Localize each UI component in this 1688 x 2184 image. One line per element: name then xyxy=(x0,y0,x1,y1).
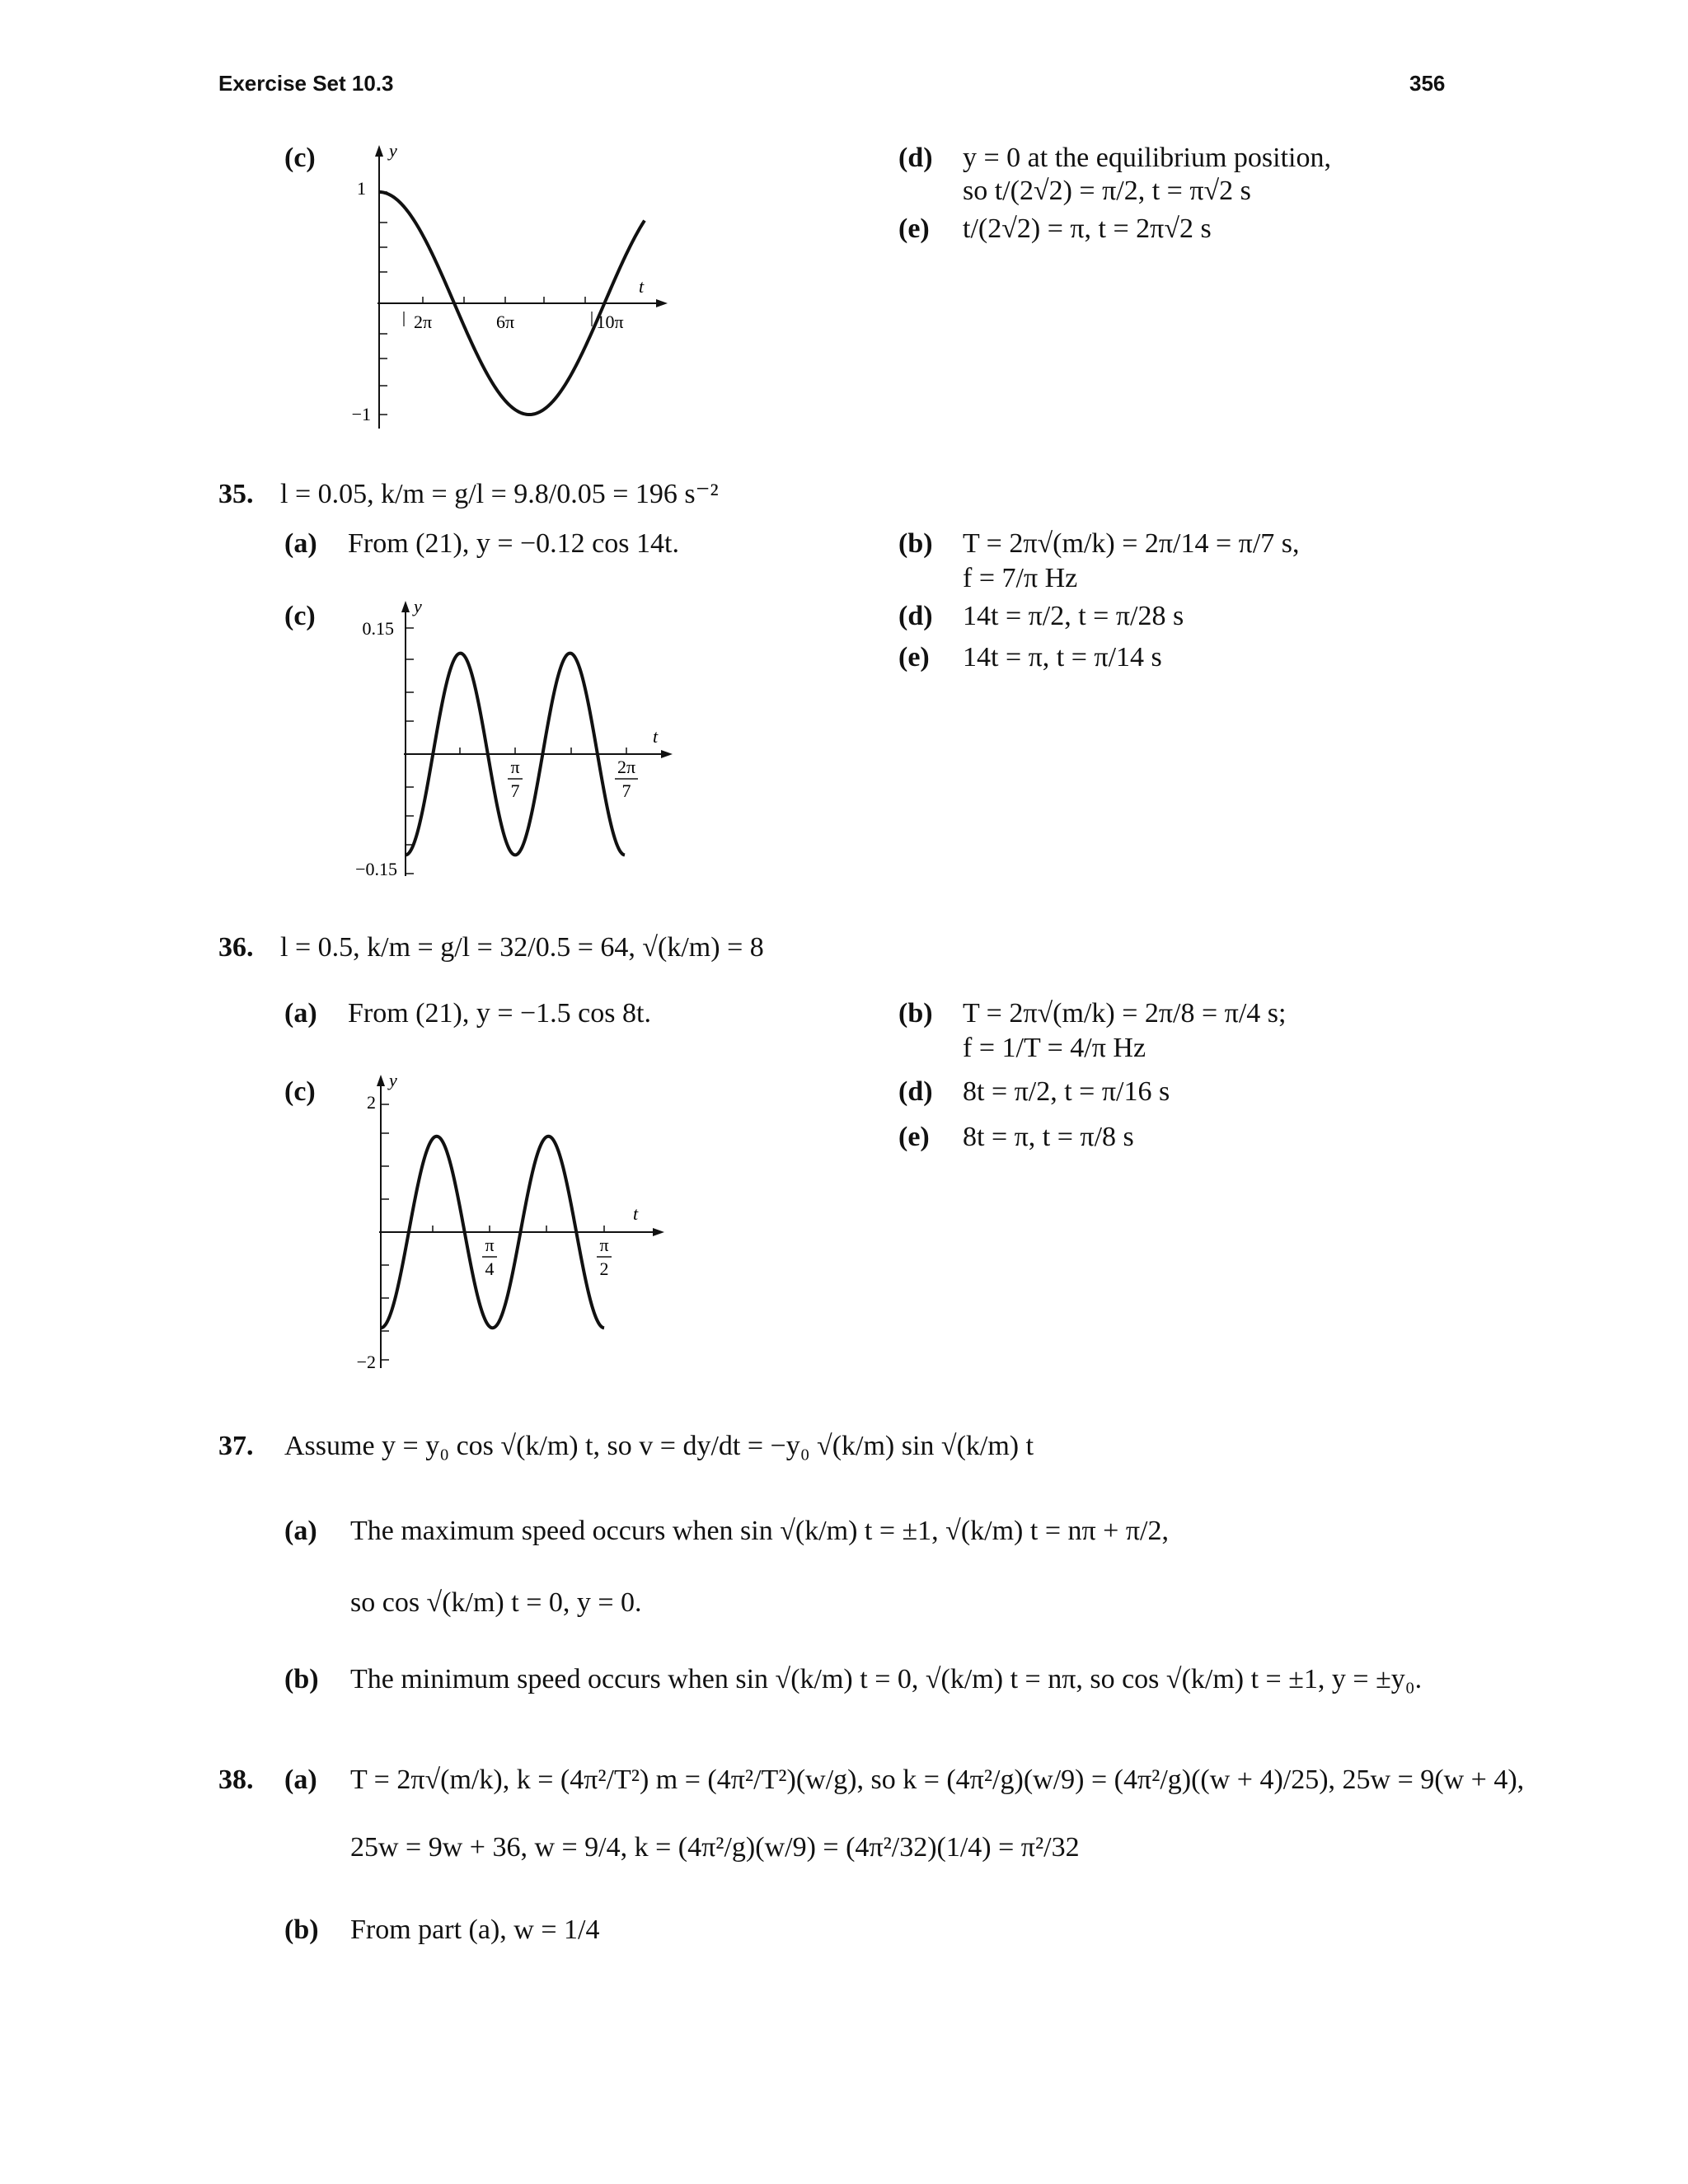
section-title: Exercise Set 10.3 xyxy=(218,71,394,96)
x-axis-label: t xyxy=(639,276,645,297)
y-tick-label-bottom: −2 xyxy=(356,1352,376,1372)
p34-e-text: t/(2√2) = π, t = 2π√2 s xyxy=(963,213,1212,244)
x-tick-label-3: 10π xyxy=(596,312,624,332)
svg-text:π: π xyxy=(599,1235,609,1255)
p36-a-label: (a) xyxy=(284,998,317,1029)
p36-intro: l = 0.5, k/m = g/l = 32/0.5 = 64, √(k/m) = 8 xyxy=(280,932,764,963)
p37-intro: Assume y = y₀ cos √(k/m) t, so v = dy/dt = −y₀ √(k/m) sin √(k/m) t xyxy=(284,1431,1034,1461)
p34-d-label: (d) xyxy=(898,143,933,173)
y-arrow-icon xyxy=(401,601,410,612)
p38-b-label: (b) xyxy=(284,1915,319,1945)
p35-c-label: (c) xyxy=(284,601,316,631)
p34-e-label: (e) xyxy=(898,213,930,244)
p36-d-text: 8t = π/2, t = π/16 s xyxy=(963,1076,1170,1107)
p35-e-text: 14t = π, t = π/14 s xyxy=(963,642,1162,673)
y-arrow-icon xyxy=(375,145,383,157)
p37-a-label: (a) xyxy=(284,1516,317,1546)
p35-a-label: (a) xyxy=(284,528,317,559)
p35-number: 35. xyxy=(218,479,254,509)
x-arrow-icon xyxy=(656,299,668,307)
y-axis-label: y xyxy=(389,1071,397,1090)
p35-d-label: (d) xyxy=(898,601,933,631)
y-arrow-icon xyxy=(377,1075,385,1086)
y-axis-label: y xyxy=(414,598,422,616)
p35-b-label: (b) xyxy=(898,528,933,559)
svg-text:7: 7 xyxy=(621,780,631,801)
p38-number: 38. xyxy=(218,1765,254,1795)
p34-d-line2: so t/(2√2) = π/2, t = π√2 s xyxy=(963,176,1251,206)
svg-text:π: π xyxy=(510,757,520,777)
svg-text:7: 7 xyxy=(510,780,520,801)
p35-d-text: 14t = π/2, t = π/28 s xyxy=(963,601,1184,631)
p34-d-line1: y = 0 at the equilibrium position, xyxy=(963,143,1331,173)
x-arrow-icon xyxy=(653,1228,664,1236)
y-tick-label-top: 0.15 xyxy=(362,618,394,639)
p36-e-text: 8t = π, t = π/8 s xyxy=(963,1122,1134,1152)
p37-b-label: (b) xyxy=(284,1664,319,1694)
x-axis-label: t xyxy=(653,726,659,747)
p36-number: 36. xyxy=(218,932,254,963)
page-number: 356 xyxy=(1409,71,1446,96)
p38-a-line2: 25w = 9w + 36, w = 9/4, k = (4π²/g)(w/9) = (4π²/32)(1/4) = π²/32 xyxy=(350,1832,1080,1863)
y-tick-label-bottom: −0.15 xyxy=(355,859,397,879)
p37-b-text: The minimum speed occurs when sin √(k/m) t = 0, √(k/m) t = nπ, so cos √(k/m) t = ±1, y = ±y₀. xyxy=(350,1664,1423,1694)
graph-35c xyxy=(338,598,684,882)
x-arrow-icon xyxy=(661,750,673,758)
p35-b-line2: f = 7/π Hz xyxy=(963,563,1078,593)
p34-c-label: (c) xyxy=(284,143,316,173)
p36-b-line2: f = 1/T = 4/π Hz xyxy=(963,1033,1146,1063)
svg-text:π: π xyxy=(485,1235,495,1255)
p35-a-text: From (21), y = −0.12 cos 14t. xyxy=(348,528,679,559)
x-axis-label: t xyxy=(633,1203,639,1224)
y-tick-label-top: 2 xyxy=(367,1092,376,1113)
p37-a-line2: so cos √(k/m) t = 0, y = 0. xyxy=(350,1587,642,1618)
p36-b-line1: T = 2π√(m/k) = 2π/8 = π/4 s; xyxy=(963,998,1287,1029)
p36-a-text: From (21), y = −1.5 cos 8t. xyxy=(348,998,651,1029)
p37-number: 37. xyxy=(218,1431,254,1461)
graph-36c xyxy=(338,1071,676,1376)
p36-e-label: (e) xyxy=(898,1122,930,1152)
x-tick-label-2: 6π xyxy=(495,312,515,332)
svg-text:4: 4 xyxy=(485,1258,495,1279)
p36-c-label: (c) xyxy=(284,1076,316,1107)
svg-text:2: 2 xyxy=(599,1258,609,1279)
graph-34c xyxy=(346,140,668,437)
p35-intro: l = 0.05, k/m = g/l = 9.8/0.05 = 196 s⁻² xyxy=(280,479,719,509)
x-tick-label-1: 2π xyxy=(413,312,433,332)
y-tick-label-bottom: −1 xyxy=(351,404,371,424)
p36-b-label: (b) xyxy=(898,998,933,1029)
p35-e-label: (e) xyxy=(898,642,930,673)
p37-a-line1: The maximum speed occurs when sin √(k/m) t = ±1, √(k/m) t = nπ + π/2, xyxy=(350,1516,1169,1546)
y-tick-label-top: 1 xyxy=(357,178,366,199)
p38-a-line1: T = 2π√(m/k), k = (4π²/T²) m = (4π²/T²)(w/g), so k = (4π²/g)(w/9) = (4π²/g)((w + 4)/25), 25w = 9(w + 4), xyxy=(350,1765,1525,1795)
y-axis-label: y xyxy=(389,140,397,161)
p36-d-label: (d) xyxy=(898,1076,933,1107)
p38-a-label: (a) xyxy=(284,1765,317,1795)
p35-b-line1: T = 2π√(m/k) = 2π/14 = π/7 s, xyxy=(963,528,1300,559)
svg-text:2π: 2π xyxy=(617,757,636,777)
p38-b-text: From part (a), w = 1/4 xyxy=(350,1915,600,1945)
